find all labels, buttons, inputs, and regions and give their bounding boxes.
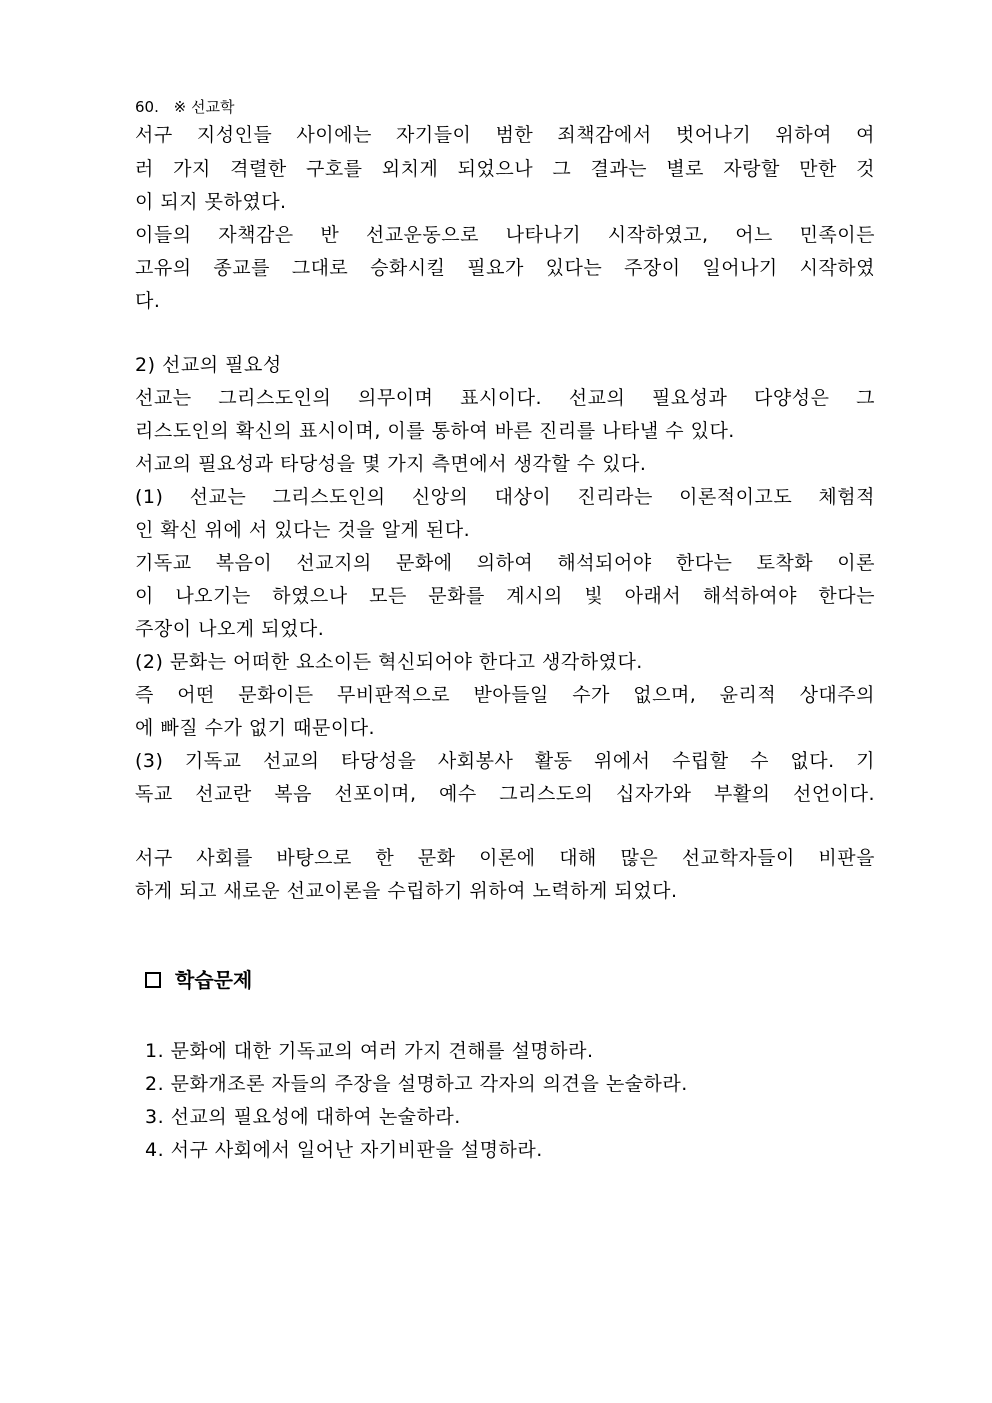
paragraph-line: 리스도인의 확신의 표시이며, 이를 통하여 바른 진리를 나타낼 수 있다.	[135, 420, 735, 442]
study-question: 1. 문화에 대한 기독교의 여러 가지 견해를 설명하라.	[145, 1040, 594, 1062]
checkbox-square-icon	[145, 972, 161, 988]
study-question: 3. 선교의 필요성에 대하여 논술하라.	[145, 1106, 461, 1128]
paragraph-line: 다.	[135, 290, 161, 312]
paragraph-line: 기독교 복음이 선교지의 문화에 의하여 해석되어야 한다는 토착화 이론	[135, 552, 875, 574]
paragraph-line: 즉 어떤 문화이든 무비판적으로 받아들일 수가 없으며, 윤리적 상대주의	[135, 684, 875, 706]
paragraph-line: 서구 지성인들 사이에는 자기들이 범한 죄책감에서 벗어나기 위하여 여	[135, 124, 875, 146]
paragraph-line: 독교 선교란 복음 선포이며, 예수 그리스도의 십자가와 부활의 선언이다.	[135, 783, 875, 805]
paragraph-line: 하게 되고 새로운 선교이론을 수립하기 위하여 노력하게 되었다.	[135, 880, 678, 902]
study-question: 4. 서구 사회에서 일어난 자기비판을 설명하라.	[145, 1139, 543, 1161]
page-header	[135, 96, 234, 118]
study-question: 2. 문화개조론 자들의 주장을 설명하고 각자의 의견을 논술하라.	[145, 1073, 688, 1095]
paragraph-line: 고유의 종교를 그대로 승화시킬 필요가 있다는 주장이 일어나기 시작하였	[135, 257, 875, 279]
page-number: 60.	[135, 98, 159, 116]
section-heading: 2) 선교의 필요성	[135, 354, 282, 376]
paragraph-line: 서교의 필요성과 타당성을 몇 가지 측면에서 생각할 수 있다.	[135, 453, 647, 475]
study-section-title	[145, 964, 252, 996]
paragraph-line: (2) 문화는 어떠한 요소이든 혁신되어야 한다고 생각하였다.	[135, 651, 643, 673]
study-section-label: 학습문제	[175, 968, 253, 992]
paragraph-line: 이들의 자책감은 반 선교운동으로 나타나기 시작하였고, 어느 민족이든	[135, 224, 875, 246]
page-header-title: ※ 선교학	[173, 98, 235, 116]
paragraph-line: 이 나오기는 하였으나 모든 문화를 계시의 빛 아래서 해석하여야 한다는	[135, 585, 875, 607]
paragraph-line: 에 빠질 수가 없기 때문이다.	[135, 717, 376, 739]
paragraph-line: 서구 사회를 바탕으로 한 문화 이론에 대해 많은 선교학자들이 비판을	[135, 847, 875, 869]
paragraph-line: 러 가지 격렬한 구호를 외치게 되었으나 그 결과는 별로 자랑할 만한 것	[135, 158, 875, 180]
paragraph-line: 인 확신 위에 서 있다는 것을 알게 된다.	[135, 519, 471, 541]
paragraph-line: (3) 기독교 선교의 타당성을 사회봉사 활동 위에서 수립할 수 없다. 기	[135, 750, 875, 772]
paragraph-line: (1) 선교는 그리스도인의 신앙의 대상이 진리라는 이론적이고도 체험적	[135, 486, 875, 508]
paragraph-line: 이 되지 못하였다.	[135, 191, 287, 213]
paragraph-line: 선교는 그리스도인의 의무이며 표시이다. 선교의 필요성과 다양성은 그	[135, 387, 875, 409]
paragraph-line: 주장이 나오게 되었다.	[135, 618, 325, 640]
